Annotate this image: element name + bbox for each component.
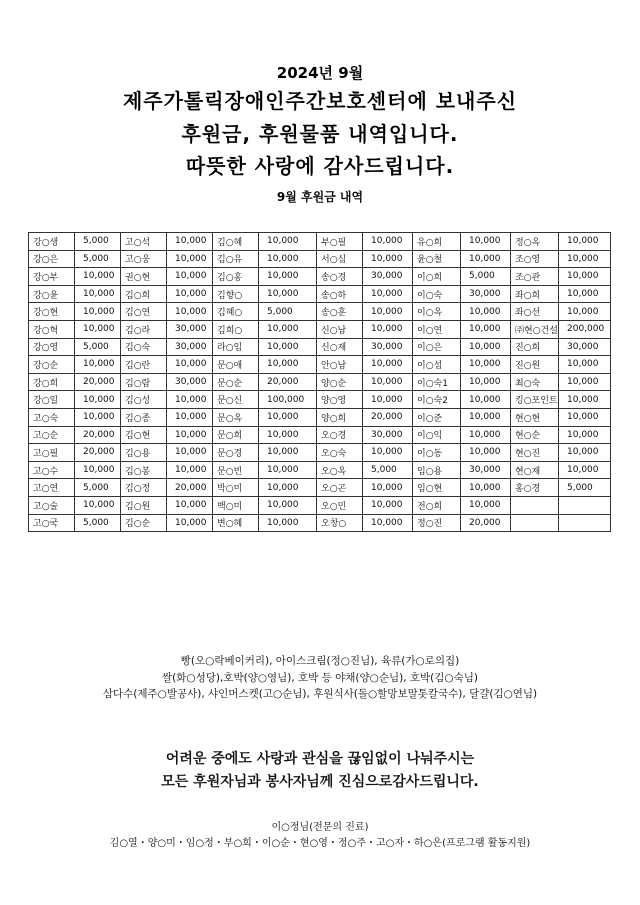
donor-name-cell: 강○영	[29, 338, 75, 356]
donor-name-cell: 김○성	[121, 391, 167, 409]
donation-amount-cell: 10,000	[559, 285, 611, 303]
donor-name-cell: 좌○희	[511, 285, 559, 303]
thanks-line-2: 모든 후원자님과 봉사자님께 진심으로감사드립니다.	[161, 774, 479, 790]
goods-line-3: 삼다수(제주○발공사), 샤인머스켓(고○순님), 후원식사(돌○할망보말톳칼국수), 달걀(김○연님)	[102, 688, 538, 700]
donor-name-cell: 이○익	[413, 426, 461, 444]
donor-name-cell: 김○란	[121, 356, 167, 374]
donor-name-cell: 신○남	[317, 320, 363, 338]
donation-amount-cell: 10,000	[363, 356, 413, 374]
goods-line-1: 빵(오○락베이커리), 아이스크림(정○진님), 육류(가○로의집)	[180, 655, 460, 667]
donor-name-cell: 이○동	[413, 444, 461, 462]
donation-amount-cell: 10,000	[363, 285, 413, 303]
donor-name-cell: 이○연	[413, 320, 461, 338]
donation-amount-cell: 5,000	[559, 479, 611, 497]
donation-amount-cell: 10,000	[559, 233, 611, 251]
donor-name-cell: 강○은	[29, 250, 75, 268]
donor-name-cell: 김희○	[213, 320, 259, 338]
donation-amount-cell: 10,000	[75, 408, 121, 426]
donation-amount-cell: 10,000	[559, 268, 611, 286]
table-row	[29, 268, 611, 286]
donor-name-cell: 김○원	[121, 496, 167, 514]
donor-name-cell: 이○숙1	[413, 373, 461, 391]
donation-amount-cell: 10,000	[167, 426, 213, 444]
donation-amount-cell: 100,000	[259, 391, 317, 409]
donor-name-cell: 윤○철	[413, 250, 461, 268]
table-row	[29, 496, 611, 514]
donation-amount-cell: 10,000	[75, 461, 121, 479]
donor-name-cell: 김○정	[121, 479, 167, 497]
donation-amount-cell: 5,000	[75, 233, 121, 251]
donation-amount-cell: 20,000	[75, 444, 121, 462]
donation-amount-cell: 5,000	[75, 338, 121, 356]
donor-name-cell: 이○희	[413, 268, 461, 286]
donor-name-cell: 고○연	[29, 479, 75, 497]
donation-amount-cell: 10,000	[363, 496, 413, 514]
donor-name-cell: 이○숙2	[413, 391, 461, 409]
donation-amount-cell: 20,000	[363, 408, 413, 426]
donation-amount-cell: 10,000	[259, 496, 317, 514]
donation-amount-cell: 10,000	[363, 444, 413, 462]
table-row	[29, 233, 611, 251]
goods-line-2: 쌀(화○성당),호박(양○영님), 호박 등 야채(양○순님), 호박(김○숙님)	[162, 672, 478, 684]
donation-amount-cell: 10,000	[363, 320, 413, 338]
donor-name-cell: 김혜○	[213, 303, 259, 321]
donation-amount-cell: 30,000	[363, 426, 413, 444]
donation-amount-cell: 10,000	[461, 303, 511, 321]
donor-name-cell: 신○재	[317, 338, 363, 356]
donation-amount-cell: 10,000	[559, 303, 611, 321]
donor-name-cell: 고○석	[121, 233, 167, 251]
donor-name-cell: 송○경	[317, 268, 363, 286]
donation-amount-cell: 10,000	[167, 461, 213, 479]
donation-amount-cell: 10,000	[75, 496, 121, 514]
volunteer-line-1: 이○정님(전문의 진료)	[271, 822, 369, 833]
donation-amount-cell: 20,000	[259, 373, 317, 391]
donor-name-cell: 양○희	[317, 408, 363, 426]
donation-amount-cell: 20,000	[75, 426, 121, 444]
donor-name-cell: 임○현	[413, 479, 461, 497]
donation-amount-cell: 10,000	[363, 479, 413, 497]
donor-name-cell: ㈜현○건설	[511, 320, 559, 338]
donation-amount-cell: 10,000	[461, 250, 511, 268]
donor-name-cell	[511, 496, 559, 514]
donor-name-cell: 송○훈	[317, 303, 363, 321]
donation-amount-cell: 10,000	[461, 444, 511, 462]
donation-amount-cell: 10,000	[559, 250, 611, 268]
donor-name-cell: 강○희	[29, 373, 75, 391]
donor-name-cell: 문○희	[213, 426, 259, 444]
donation-amount-cell: 30,000	[461, 285, 511, 303]
donor-name-cell: 조○영	[511, 250, 559, 268]
donation-amount-cell: 10,000	[259, 461, 317, 479]
donation-amount-cell: 10,000	[75, 356, 121, 374]
donation-amount-cell: 10,000	[461, 479, 511, 497]
donation-amount-cell	[559, 496, 611, 514]
donor-name-cell: 김○종	[121, 408, 167, 426]
donor-name-cell: 강○일	[29, 391, 75, 409]
donation-amount-cell: 10,000	[559, 391, 611, 409]
donor-name-cell: 유○희	[413, 233, 461, 251]
table-row	[29, 514, 611, 532]
donation-amount-cell: 30,000	[363, 338, 413, 356]
donor-name-cell: 현○재	[511, 461, 559, 479]
table-row	[29, 320, 611, 338]
donation-amount-cell: 10,000	[75, 303, 121, 321]
donation-amount-cell	[559, 514, 611, 532]
donation-amount-cell: 10,000	[167, 250, 213, 268]
donor-name-cell: 김향○	[213, 285, 259, 303]
donor-name-cell: 안○남	[317, 356, 363, 374]
table-row	[29, 303, 611, 321]
table-row	[29, 391, 611, 409]
donor-name-cell: 오○경	[317, 426, 363, 444]
donor-name-cell: 송○하	[317, 285, 363, 303]
donor-name-cell: 홍○경	[511, 479, 559, 497]
donation-amount-cell: 5,000	[259, 303, 317, 321]
donor-name-cell: 고○웅	[121, 250, 167, 268]
donation-amount-cell: 10,000	[559, 426, 611, 444]
donor-name-cell: 전○희	[413, 496, 461, 514]
heading-line-2: 후원금, 후원물품 내역입니다.	[181, 122, 459, 146]
donor-name-cell: 양○순	[317, 373, 363, 391]
donor-name-cell: 이○숙	[413, 285, 461, 303]
donation-amount-cell: 10,000	[75, 320, 121, 338]
donation-amount-cell: 10,000	[559, 373, 611, 391]
donation-amount-cell: 10,000	[167, 444, 213, 462]
donor-name-cell: 임○용	[413, 461, 461, 479]
donor-name-cell: 고○순	[29, 426, 75, 444]
donor-name-cell: 고○국	[29, 514, 75, 532]
donor-name-cell: 문○순	[213, 373, 259, 391]
donation-amount-cell: 10,000	[363, 250, 413, 268]
heading-line-3: 따뜻한 사랑에 감사드립니다.	[185, 154, 455, 178]
donor-name-cell: 김○순	[121, 514, 167, 532]
donation-amount-cell: 10,000	[363, 373, 413, 391]
donor-name-cell: 라○임	[213, 338, 259, 356]
donor-name-cell: 김○현	[121, 426, 167, 444]
donations-table	[28, 232, 611, 532]
donor-name-cell: 문○신	[213, 391, 259, 409]
donation-amount-cell: 10,000	[461, 320, 511, 338]
donation-amount-cell: 10,000	[559, 408, 611, 426]
volunteer-line-2: 김○열・양○미・임○정・부○희・이○순・현○영・정○주・고○자・하○은(프로그램 활동지원)	[109, 838, 531, 849]
donation-amount-cell: 10,000	[461, 338, 511, 356]
thanks-line-1: 어려운 중에도 사랑과 관심을 끊임없이 나눠주시는	[165, 751, 475, 767]
donor-name-cell: 진○원	[511, 356, 559, 374]
table-row	[29, 373, 611, 391]
donor-name-cell: 이○옥	[413, 303, 461, 321]
donor-name-cell: 정○옥	[511, 233, 559, 251]
donation-amount-cell: 10,000	[461, 391, 511, 409]
table-row	[29, 408, 611, 426]
donation-amount-cell: 10,000	[461, 233, 511, 251]
donor-name-cell: 강○혁	[29, 320, 75, 338]
donor-name-cell: 백○미	[213, 496, 259, 514]
donation-amount-cell: 10,000	[559, 461, 611, 479]
donation-amount-cell: 30,000	[167, 338, 213, 356]
donor-name-cell: 고○수	[29, 461, 75, 479]
donor-name-cell: 양○영	[317, 391, 363, 409]
donor-name-cell: 문○경	[213, 444, 259, 462]
report-date: 2024년 9월	[276, 64, 364, 82]
donation-amount-cell: 10,000	[461, 408, 511, 426]
donation-amount-cell: 10,000	[461, 496, 511, 514]
donor-name-cell: 최○숙	[511, 373, 559, 391]
donation-amount-cell: 10,000	[167, 356, 213, 374]
donor-name-cell: 이○준	[413, 408, 461, 426]
donation-amount-cell: 10,000	[461, 373, 511, 391]
donor-name-cell: 오○옥	[317, 461, 363, 479]
donation-amount-cell: 10,000	[167, 268, 213, 286]
donation-amount-cell: 10,000	[259, 338, 317, 356]
donor-name-cell: 고○숙	[29, 408, 75, 426]
donation-amount-cell: 30,000	[461, 461, 511, 479]
donation-amount-cell: 10,000	[259, 356, 317, 374]
donation-amount-cell: 10,000	[259, 408, 317, 426]
donation-amount-cell: 10,000	[167, 496, 213, 514]
donation-amount-cell: 30,000	[167, 320, 213, 338]
donor-name-cell: 강○현	[29, 303, 75, 321]
donation-amount-cell: 10,000	[461, 426, 511, 444]
donor-name-cell: 문○애	[213, 356, 259, 374]
donor-name-cell: 부○필	[317, 233, 363, 251]
donation-amount-cell: 30,000	[363, 268, 413, 286]
donor-name-cell: 진○희	[511, 338, 559, 356]
heading-line-1: 제주가톨릭장애인주간보호센터에 보내주신	[122, 89, 518, 113]
donation-amount-cell: 10,000	[259, 268, 317, 286]
table-row	[29, 426, 611, 444]
donation-amount-cell: 10,000	[559, 356, 611, 374]
donation-amount-cell: 10,000	[363, 514, 413, 532]
donor-name-cell: 김○홍	[213, 268, 259, 286]
donation-amount-cell: 20,000	[75, 373, 121, 391]
donation-amount-cell: 10,000	[363, 303, 413, 321]
donor-name-cell: 김○라	[121, 320, 167, 338]
donor-name-cell: 킹○포인트	[511, 391, 559, 409]
donation-amount-cell: 20,000	[167, 479, 213, 497]
donor-name-cell: 문○옥	[213, 408, 259, 426]
donor-name-cell: 이○섬	[413, 356, 461, 374]
donor-name-cell: 김○람	[121, 373, 167, 391]
donations-subtitle: 9월 후원금 내역	[276, 190, 364, 204]
table-row	[29, 461, 611, 479]
donation-amount-cell: 10,000	[259, 250, 317, 268]
donation-amount-cell: 30,000	[559, 338, 611, 356]
donor-name-cell: 이○은	[413, 338, 461, 356]
donation-amount-cell: 10,000	[167, 514, 213, 532]
table-row	[29, 356, 611, 374]
donor-name-cell: 김○숙	[121, 338, 167, 356]
donation-amount-cell: 5,000	[461, 268, 511, 286]
donation-amount-cell: 10,000	[259, 444, 317, 462]
donor-name-cell: 김○연	[121, 303, 167, 321]
donor-name-cell: 강○부	[29, 268, 75, 286]
donation-amount-cell: 10,000	[259, 285, 317, 303]
donor-name-cell: 오창○	[317, 514, 363, 532]
table-row	[29, 285, 611, 303]
donation-amount-cell: 10,000	[167, 391, 213, 409]
donation-amount-cell: 5,000	[363, 461, 413, 479]
donor-name-cell: 오○민	[317, 496, 363, 514]
donor-name-cell: 문○빈	[213, 461, 259, 479]
table-row	[29, 250, 611, 268]
donor-name-cell: 현○순	[511, 426, 559, 444]
donation-amount-cell: 10,000	[259, 320, 317, 338]
donation-amount-cell: 10,000	[363, 391, 413, 409]
donation-amount-cell: 10,000	[167, 408, 213, 426]
donor-name-cell: 조○관	[511, 268, 559, 286]
donation-amount-cell: 5,000	[75, 479, 121, 497]
donor-name-cell	[511, 514, 559, 532]
donor-name-cell: 서○심	[317, 250, 363, 268]
donor-name-cell: 정○진	[413, 514, 461, 532]
donation-amount-cell: 200,000	[559, 320, 611, 338]
donation-amount-cell: 10,000	[259, 233, 317, 251]
donor-name-cell: 현○진	[511, 444, 559, 462]
donation-amount-cell: 10,000	[363, 233, 413, 251]
donor-name-cell: 김○봉	[121, 461, 167, 479]
donation-amount-cell: 5,000	[75, 514, 121, 532]
donor-name-cell: 오○숙	[317, 444, 363, 462]
donor-name-cell: 권○현	[121, 268, 167, 286]
donation-amount-cell: 5,000	[75, 250, 121, 268]
donor-name-cell: 현○현	[511, 408, 559, 426]
donor-name-cell: 강○생	[29, 233, 75, 251]
donation-amount-cell: 30,000	[167, 373, 213, 391]
donor-name-cell: 좌○선	[511, 303, 559, 321]
donor-name-cell: 강○순	[29, 356, 75, 374]
donor-name-cell: 김○용	[121, 444, 167, 462]
donation-amount-cell: 10,000	[167, 233, 213, 251]
donation-amount-cell: 10,000	[75, 268, 121, 286]
donor-name-cell: 김○유	[213, 250, 259, 268]
donor-name-cell: 김○희	[121, 285, 167, 303]
donor-name-cell: 박○미	[213, 479, 259, 497]
table-row	[29, 444, 611, 462]
table-row	[29, 338, 611, 356]
donation-amount-cell: 10,000	[259, 479, 317, 497]
donor-name-cell: 김○혜	[213, 233, 259, 251]
donation-amount-cell: 10,000	[167, 285, 213, 303]
donation-amount-cell: 10,000	[259, 514, 317, 532]
donation-amount-cell: 10,000	[461, 356, 511, 374]
donation-amount-cell: 10,000	[75, 285, 121, 303]
donor-name-cell: 강○윤	[29, 285, 75, 303]
donor-name-cell: 오○곤	[317, 479, 363, 497]
donation-amount-cell: 20,000	[461, 514, 511, 532]
donation-amount-cell: 10,000	[167, 303, 213, 321]
donation-amount-cell: 10,000	[259, 426, 317, 444]
table-row	[29, 479, 611, 497]
donor-name-cell: 변○혜	[213, 514, 259, 532]
donation-amount-cell: 10,000	[75, 391, 121, 409]
donor-name-cell: 고○필	[29, 444, 75, 462]
donor-name-cell: 고○술	[29, 496, 75, 514]
donation-amount-cell: 10,000	[559, 444, 611, 462]
